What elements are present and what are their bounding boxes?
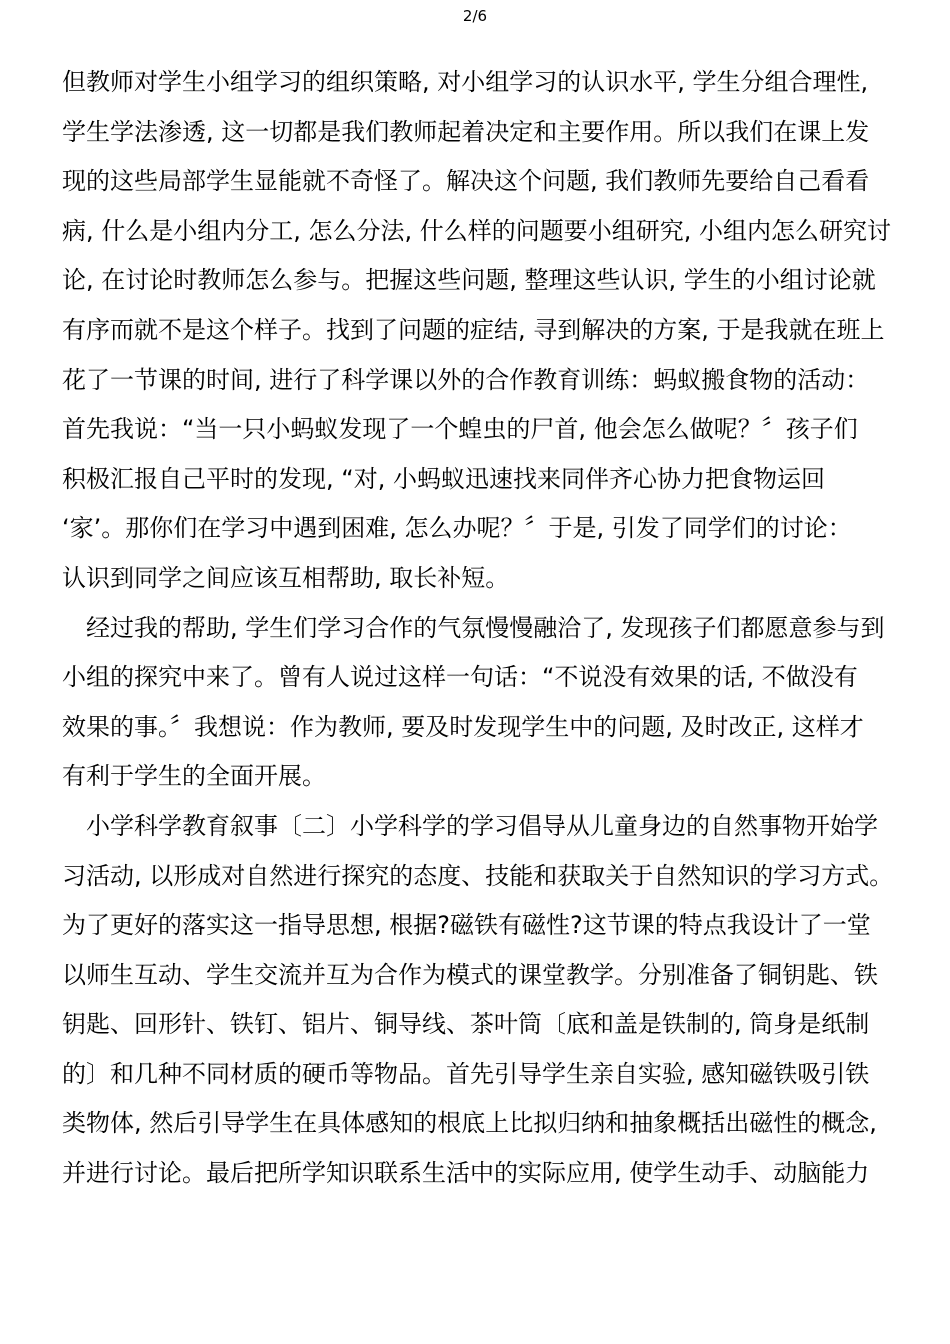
text-line: 小组的探究中来了。曾有人说过这样一句话：“不说没有效果的话, 不做没有 bbox=[62, 663, 858, 692]
text-line: 有序而就不是这个样子。找到了问题的症结, 寻到解决的方案, 于是我就在班上 bbox=[62, 315, 885, 344]
text-line: 积极汇报自己平时的发现, “对, 小蚂蚁迅速找来同伴齐心协力把食物运回 bbox=[62, 464, 825, 493]
text-line: 论, 在讨论时教师怎么参与。把握这些问题, 整理这些认识, 学生的小组讨论就 bbox=[62, 266, 876, 295]
text-line: 有利于学生的全面开展。 bbox=[62, 762, 326, 791]
text-line: 小学科学教育叙事〔二〕小学科学的学习倡导从儿童身边的自然事物开始学 bbox=[62, 811, 878, 840]
text-line: 习活动, 以形成对自然进行探究的态度、技能和获取关于自然知识的学习方式。 bbox=[62, 861, 894, 890]
text-line: ‘家’。那你们在学习中遇到困难, 怎么办呢？〞于是, 引发了同学们的讨论： bbox=[62, 514, 852, 543]
document-body bbox=[62, 58, 892, 1199]
text-line: 钥匙、回形针、铁钉、铝片、铜导线、茶叶筒〔底和盖是铁制的, 筒身是纸制 bbox=[62, 1010, 870, 1039]
text-line: 现的这些局部学生显能就不奇怪了。解决这个问题, 我们教师先要给自己看看 bbox=[62, 167, 870, 196]
text-line: 学生学法渗透, 这一切都是我们教师起着决定和主要作用。所以我们在课上发 bbox=[62, 117, 870, 146]
text-line: 首先我说：“当一只小蚂蚁发现了一个蝗虫的尸首, 他会怎么做呢？〞孩子们 bbox=[62, 415, 858, 444]
text-line: 的〕和几种不同材质的硬币等物品。首先引导学生亲自实验, 感知磁铁吸引铁 bbox=[62, 1059, 870, 1088]
text-line: 效果的事。〞我想说：作为教师, 要及时发现学生中的问题, 及时改正, 这样才 bbox=[62, 712, 864, 741]
text-line: 以师生互动、学生交流并互为合作为模式的课堂教学。分别准备了铜钥匙、铁 bbox=[62, 960, 878, 989]
page-number: 2/6 bbox=[462, 7, 488, 25]
text-line: 花了一节课的时间, 进行了科学课以外的合作教育训练：蚂蚁搬食物的活动： bbox=[62, 365, 870, 394]
text-line: 经过我的帮助, 学生们学习合作的气氛慢慢融洽了, 发现孩子们都愿意参与到 bbox=[62, 613, 885, 642]
text-line: 认识到同学之间应该互相帮助, 取长补短。 bbox=[62, 563, 510, 592]
text-line: 为了更好的落实这一指导思想, 根据?磁铁有磁性?这节课的特点我设计了一堂 bbox=[62, 911, 871, 940]
text-line: 病, 什么是小组内分工, 怎么分法, 什么样的问题要小组研究, 小组内怎么研究讨 bbox=[62, 216, 892, 245]
text-line: 类物体, 然后引导学生在具体感知的根底上比拟归纳和抽象概括出磁性的概念, bbox=[62, 1109, 877, 1138]
text-line: 并进行讨论。最后把所学知识联系生活中的实际应用, 使学生动手、动脑能力 bbox=[62, 1159, 870, 1188]
text-line: 但教师对学生小组学习的组织策略, 对小组学习的认识水平, 学生分组合理性, bbox=[62, 68, 869, 96]
